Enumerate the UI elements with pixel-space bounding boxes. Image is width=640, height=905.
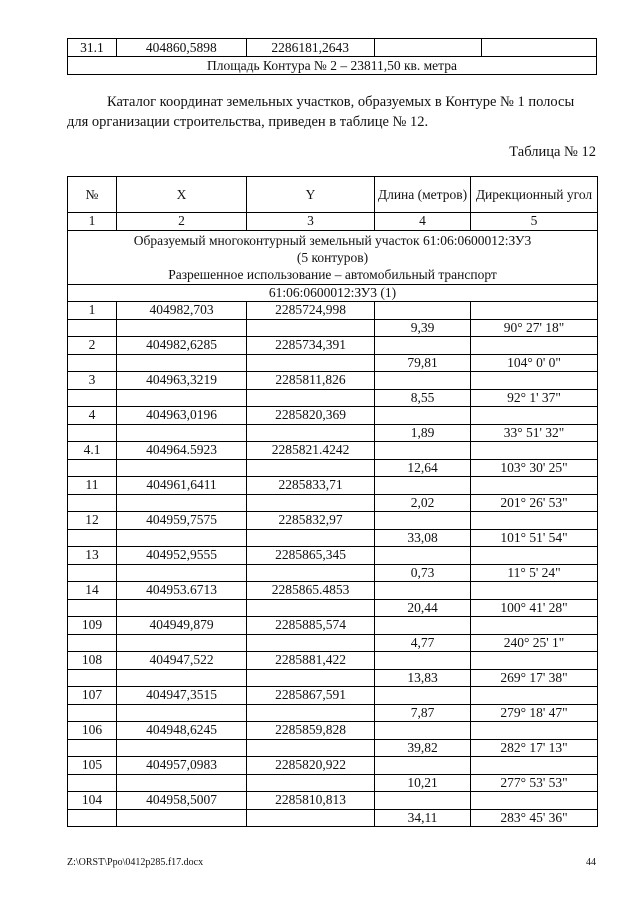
cell-length: 8,55	[375, 389, 471, 407]
table-row	[68, 442, 598, 460]
cell-number: 31.1	[68, 39, 117, 57]
cell-y: 2285832,97	[247, 512, 375, 530]
header-num-4: 4	[375, 213, 471, 231]
table-row	[68, 809, 598, 827]
table-row	[68, 389, 598, 407]
cell-empty	[68, 459, 117, 477]
cell-empty	[117, 739, 247, 757]
table-row	[68, 652, 598, 670]
cell-angle	[482, 39, 597, 57]
cell-empty	[117, 564, 247, 582]
cell-length: 34,11	[375, 809, 471, 827]
cell-x: 404961,6411	[117, 477, 247, 495]
cell-y: 2285820,369	[247, 407, 375, 425]
cell-empty	[117, 389, 247, 407]
cell-number: 3	[68, 372, 117, 390]
table-row	[68, 792, 598, 810]
cell-empty	[471, 337, 598, 355]
cell-y: 2285881,422	[247, 652, 375, 670]
cell-empty	[117, 424, 247, 442]
cell-empty	[375, 687, 471, 705]
cell-y: 2285833,71	[247, 477, 375, 495]
table-row	[68, 599, 598, 617]
cell-angle: 11° 5' 24"	[471, 564, 598, 582]
cell-length: 79,81	[375, 354, 471, 372]
cell-empty	[471, 302, 598, 320]
cell-x: 404963,3219	[117, 372, 247, 390]
section-row	[68, 230, 598, 284]
cell-empty	[68, 529, 117, 547]
header-num-2: 2	[117, 213, 247, 231]
cell-number: 11	[68, 477, 117, 495]
cell-angle: 104° 0' 0"	[471, 354, 598, 372]
cell-empty	[375, 792, 471, 810]
cell-number: 4	[68, 407, 117, 425]
cell-empty	[247, 354, 375, 372]
cell-empty	[247, 459, 375, 477]
cell-angle: 240° 25' 1"	[471, 634, 598, 652]
table-row	[68, 512, 598, 530]
cell-empty	[375, 757, 471, 775]
cell-x: 404982,703	[117, 302, 247, 320]
cell-angle: 103° 30' 25"	[471, 459, 598, 477]
cell-y: 2285724,998	[247, 302, 375, 320]
cell-empty	[375, 582, 471, 600]
table-row	[68, 722, 598, 740]
cell-empty	[375, 302, 471, 320]
cell-x: 404964.5923	[117, 442, 247, 460]
page-number: 44	[586, 857, 596, 868]
section-title: Образуемый многоконтурный земельный участок 61:06:0600012:ЗУ3	[133, 232, 532, 248]
cell-angle: 100° 41' 28"	[471, 599, 598, 617]
table-row	[68, 39, 597, 57]
cell-empty	[247, 564, 375, 582]
cell-empty	[247, 809, 375, 827]
cell-empty	[247, 424, 375, 442]
cell-length: 33,08	[375, 529, 471, 547]
cell-empty	[471, 757, 598, 775]
table-row	[68, 354, 598, 372]
cell-empty	[471, 687, 598, 705]
cell-empty	[471, 582, 598, 600]
table-row	[68, 372, 598, 390]
table-row	[68, 494, 598, 512]
cell-y: 2285734,391	[247, 337, 375, 355]
table-caption: Таблица № 12	[509, 144, 596, 160]
cell-length: 4,77	[375, 634, 471, 652]
table-row	[68, 669, 598, 687]
cell-number: 14	[68, 582, 117, 600]
section-contours: (5 контуров)	[296, 249, 369, 265]
cell-empty	[471, 652, 598, 670]
cell-angle: 277° 53' 53"	[471, 774, 598, 792]
cell-empty	[247, 634, 375, 652]
cell-empty	[471, 372, 598, 390]
cell-number: 106	[68, 722, 117, 740]
cell-angle: 269° 17' 38"	[471, 669, 598, 687]
cell-empty	[68, 319, 117, 337]
table-row	[68, 634, 598, 652]
cell-y: 2285867,591	[247, 687, 375, 705]
cell-empty	[471, 617, 598, 635]
cell-empty	[68, 634, 117, 652]
cell-empty	[117, 319, 247, 337]
cell-empty	[247, 494, 375, 512]
header-y: Y	[247, 177, 375, 213]
cell-angle: 283° 45' 36"	[471, 809, 598, 827]
cell-empty	[375, 512, 471, 530]
cell-empty	[117, 809, 247, 827]
cell-number: 4.1	[68, 442, 117, 460]
coordinates-table	[67, 176, 598, 827]
cell-x: 404948,6245	[117, 722, 247, 740]
cell-empty	[375, 407, 471, 425]
table-header-row	[68, 177, 598, 213]
cell-empty	[117, 634, 247, 652]
cell-empty	[471, 547, 598, 565]
cell-empty	[247, 529, 375, 547]
cell-empty	[375, 442, 471, 460]
cell-empty	[117, 354, 247, 372]
cell-x: 404957,0983	[117, 757, 247, 775]
contour-area: Площадь Контура № 2 – 23811,50 кв. метра	[68, 57, 597, 75]
cell-empty	[68, 704, 117, 722]
cell-empty	[375, 477, 471, 495]
cell-empty	[68, 389, 117, 407]
header-number: №	[68, 177, 117, 213]
cell-x: 404982,6285	[117, 337, 247, 355]
table-row	[68, 774, 598, 792]
cell-empty	[247, 704, 375, 722]
cell-empty	[375, 722, 471, 740]
table-row	[68, 424, 598, 442]
cell-x: 404952,9555	[117, 547, 247, 565]
table-row	[68, 302, 598, 320]
cell-empty	[375, 617, 471, 635]
cell-empty	[247, 669, 375, 687]
cell-length: 39,82	[375, 739, 471, 757]
cell-y: 2285820,922	[247, 757, 375, 775]
cell-number: 12	[68, 512, 117, 530]
table-row	[68, 477, 598, 495]
cell-empty	[471, 477, 598, 495]
cell-number: 107	[68, 687, 117, 705]
section-usage: Разрешенное использование – автомобильный транспорт	[168, 266, 497, 282]
cell-angle: 90° 27' 18"	[471, 319, 598, 337]
cell-number: 108	[68, 652, 117, 670]
cell-empty	[68, 809, 117, 827]
table-row	[68, 739, 598, 757]
cell-empty	[471, 512, 598, 530]
cell-empty	[68, 424, 117, 442]
cell-empty	[68, 739, 117, 757]
cell-empty	[247, 599, 375, 617]
cell-empty	[375, 337, 471, 355]
cell-empty	[247, 774, 375, 792]
cell-number: 105	[68, 757, 117, 775]
cell-empty	[68, 599, 117, 617]
cell-empty	[471, 722, 598, 740]
cell-y: 2285811,826	[247, 372, 375, 390]
cell-empty	[117, 704, 247, 722]
cell-number: 1	[68, 302, 117, 320]
table-row	[68, 459, 598, 477]
cell-empty	[471, 407, 598, 425]
table-row	[68, 582, 598, 600]
table-row	[68, 337, 598, 355]
cell-angle: 201° 26' 53"	[471, 494, 598, 512]
cell-x: 404949,879	[117, 617, 247, 635]
cell-empty	[68, 354, 117, 372]
table-row	[68, 617, 598, 635]
cell-empty	[375, 372, 471, 390]
cell-empty	[117, 529, 247, 547]
cell-number: 13	[68, 547, 117, 565]
top-table	[67, 38, 597, 75]
cell-length: 7,87	[375, 704, 471, 722]
cell-x: 404958,5007	[117, 792, 247, 810]
cell-x: 404860,5898	[116, 39, 246, 57]
cell-x: 404959,7575	[117, 512, 247, 530]
table-row	[68, 407, 598, 425]
header-x: X	[117, 177, 247, 213]
footer-path: Z:\ORST\Ppo\0412p285.f17.docx	[67, 857, 204, 868]
header-length: Длина (метров)	[375, 177, 471, 213]
cell-empty	[117, 774, 247, 792]
cell-empty	[117, 494, 247, 512]
cell-empty	[68, 494, 117, 512]
cell-y: 2285821.4242	[247, 442, 375, 460]
section-cell	[68, 230, 598, 284]
cell-number: 109	[68, 617, 117, 635]
cell-x: 404963,0196	[117, 407, 247, 425]
cell-y: 2286181,2643	[246, 39, 374, 57]
cell-empty	[247, 739, 375, 757]
cell-y: 2285810,813	[247, 792, 375, 810]
cell-x: 404947,522	[117, 652, 247, 670]
table-row	[68, 704, 598, 722]
cell-empty	[375, 652, 471, 670]
cell-empty	[68, 564, 117, 582]
cell-number: 104	[68, 792, 117, 810]
cell-length: 0,73	[375, 564, 471, 582]
subsection-row	[68, 284, 598, 302]
cell-number: 2	[68, 337, 117, 355]
cell-empty	[471, 442, 598, 460]
cell-x: 404953.6713	[117, 582, 247, 600]
header-num-3: 3	[247, 213, 375, 231]
cell-empty	[375, 547, 471, 565]
cell-length: 2,02	[375, 494, 471, 512]
cell-empty	[117, 669, 247, 687]
subsection-title: 61:06:0600012:ЗУ3 (1)	[68, 284, 598, 302]
cell-y: 2285865,345	[247, 547, 375, 565]
cell-angle: 279° 18' 47"	[471, 704, 598, 722]
cell-empty	[68, 669, 117, 687]
table-row	[68, 564, 598, 582]
header-num-5: 5	[471, 213, 598, 231]
cell-length: 1,89	[375, 424, 471, 442]
header-num-1: 1	[68, 213, 117, 231]
table-row	[68, 547, 598, 565]
table-row	[68, 757, 598, 775]
cell-empty	[247, 319, 375, 337]
cell-y: 2285865.4853	[247, 582, 375, 600]
header-numbers-row	[68, 213, 598, 231]
cell-length: 10,21	[375, 774, 471, 792]
cell-empty	[471, 792, 598, 810]
cell-empty	[68, 774, 117, 792]
cell-length	[374, 39, 482, 57]
cell-angle: 33° 51' 32"	[471, 424, 598, 442]
cell-x: 404947,3515	[117, 687, 247, 705]
table-row	[68, 319, 598, 337]
cell-empty	[117, 459, 247, 477]
cell-length: 20,44	[375, 599, 471, 617]
cell-length: 12,64	[375, 459, 471, 477]
intro-paragraph: Каталог координат земельных участков, образуемых в Контуре № 1 полосы для организации строительства, приведен в таблице № 12.	[67, 94, 575, 130]
cell-angle: 282° 17' 13"	[471, 739, 598, 757]
cell-y: 2285885,574	[247, 617, 375, 635]
cell-empty	[247, 389, 375, 407]
table-row	[68, 529, 598, 547]
cell-length: 9,39	[375, 319, 471, 337]
table-row	[68, 57, 597, 75]
header-angle: Дирекционный угол	[471, 177, 598, 213]
cell-angle: 101° 51' 54"	[471, 529, 598, 547]
table-row	[68, 687, 598, 705]
cell-empty	[117, 599, 247, 617]
cell-y: 2285859,828	[247, 722, 375, 740]
cell-length: 13,83	[375, 669, 471, 687]
cell-angle: 92° 1' 37"	[471, 389, 598, 407]
